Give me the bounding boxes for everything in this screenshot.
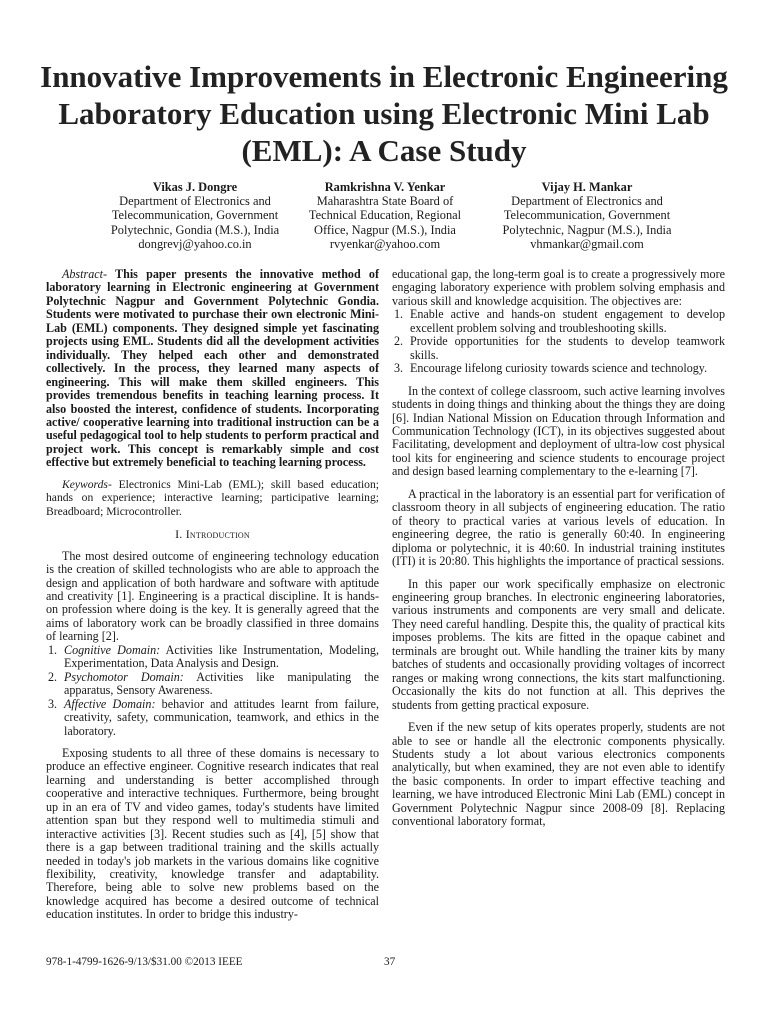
- body-paragraph: A practical in the laboratory is an essential part for verification of classroom theory in all subjects of engineering education. The ratio of theory to practical varies at various levels of education. In engineering degree, the ratio is generally 60:40. In engineering diploma or polytechnic, it is 40:60. In industrial training institutes (ITI) it is 20:80. This highlights the importance of practical sessions.: [392, 486, 725, 569]
- section-title: Introduction: [185, 527, 250, 542]
- list-number: 2.: [48, 669, 58, 684]
- domains-list: [46, 644, 379, 738]
- paper-title: Innovative Improvements in Electronic Engineering Laboratory Education using Electronic Mini Lab (EML): A Case Study: [40, 59, 728, 168]
- domain-name: Cognitive Domain:: [64, 642, 161, 657]
- list-number: 1.: [394, 307, 404, 322]
- left-column: [46, 268, 379, 922]
- objectives-list: [392, 308, 725, 375]
- domain-name: Affective Domain:: [64, 696, 156, 711]
- keywords: [46, 478, 379, 518]
- domain-text: behavior and attitudes learnt from failure, creativity, safety, communication, teamwork, and ethics in the laboratory.: [64, 696, 379, 738]
- author-affiliation-line: Technical Education, Regional: [308, 208, 462, 223]
- right-column: [392, 268, 725, 829]
- author-affiliation-line: Telecommunication, Government: [111, 208, 279, 223]
- abstract-text: This paper presents the innovative method of laboratory learning in Electronic engineering at Government Polytechnic Nagpur and Government Polytechnic Gondia. Students were motivated to purchase their own electronic Mini-Lab (EML) components. They designed simple yet fascinating projects using EML. Students did all the development activities individually. They helped each other and demonstrated collectively. In the process, they learned many aspects of engineering. This will make them skilled engineers. This provides tremendous benefits in teaching learning process. It also boosted the interest, confidence of students. Incorporating active/ cooperative learning into traditional instruction can be a useful pedagogical tool to help students to perform practical and project work. This concept is remarkably simple and cost effective but extremely beneficial to teaching learning process.: [46, 267, 379, 470]
- author-name: Vikas J. Dongre: [152, 180, 238, 194]
- author-affiliation-line: Telecommunication, Government: [503, 208, 671, 223]
- author-name: Ramkrishna V. Yenkar: [324, 180, 446, 194]
- body-paragraph: educational gap, the long-term goal is to create a progressively more engaging laboratory experience with problem solving emphasis and various skill and knowledge acquisition. The objectives are:: [392, 267, 725, 308]
- keywords-text: Electronics Mini-Lab (EML); skill based education; hands on experience; interactive learning; participative learning; Breadboard; Microcontroller.: [46, 477, 379, 518]
- body-paragraph: Even if the new setup of kits operates properly, students are not able to see or handle all the electronic components physically. Students study a lot about various electronics components analytically, but when examined, they are not even able to identify the basic components. In order to impart effective teaching and learning, we have introduced Electronic Mini Lab (EML) concept in Government Polytechnic Nagpur since 2008-09 [8]. Replacing conventional laboratory format,: [392, 720, 725, 829]
- author-affiliation-line: Maharashtra State Board of: [316, 194, 454, 209]
- body-paragraph: In the context of college classroom, such active learning involves students in doing things and thinking about the things they are doing [6]. Indian National Mission on Education through Information and Communication Technology (ICT), in its objectives suggested about Facilitating, development and deployment of ultra-low cost physical tool kits for engineering and science students to encourage project and design based learning complementary to the e-learning [7].: [392, 383, 725, 479]
- objective-text: Enable active and hands-on student engagement to develop excellent problem solving and troubleshooting skills.: [410, 307, 725, 335]
- author-affiliation-line: Polytechnic, Gondia (M.S.), India: [110, 222, 280, 237]
- list-item: [392, 362, 725, 375]
- copyright-footer: 978-1-4799-1626-9/13/$31.00 ©2013 IEEE: [46, 956, 243, 968]
- objective-text: Encourage lifelong curiosity towards science and technology.: [410, 361, 708, 376]
- author-block-2: [275, 180, 495, 251]
- objective-text: Provide opportunities for the students to develop teamwork skills.: [410, 334, 725, 362]
- list-number: 3.: [48, 696, 58, 711]
- page-number: 37: [384, 956, 396, 968]
- author-affiliation-line: Department of Electronics and: [119, 194, 271, 209]
- keywords-label: Keywords-: [62, 477, 112, 491]
- author-email: vhmankar@gmail.com: [530, 236, 644, 251]
- author-affiliation-line: Office, Nagpur (M.S.), India: [314, 222, 456, 237]
- list-number: 3.: [394, 361, 404, 376]
- list-item: [46, 644, 379, 671]
- list-number: 1.: [48, 642, 58, 657]
- author-email: dongrevj@yahoo.co.in: [138, 236, 252, 251]
- list-number: 2.: [394, 334, 404, 349]
- list-item: [392, 335, 725, 362]
- author-block-1: [85, 180, 305, 251]
- abstract-label: Abstract-: [62, 267, 108, 281]
- domain-name: Psychomotor Domain:: [64, 669, 184, 684]
- author-block-3: [477, 180, 697, 251]
- section-heading: [46, 528, 379, 541]
- body-paragraph: In this paper our work specifically emphasize on electronic engineering group branches. In electronic engineering laboratories, various instruments and components are very small and delicate. They need careful handling. Despite this, the quality of practical kits imposes problems. The kits are fitted in the opaque cabinet and terminals are brought out. While handling the trainer kits by many batches of students and occasionally providing voltages of incorrect ranges or making wrong connections, the kits start malfunctioning. Occasionally the kits do not function at all. This deprives the students from getting practical exposure.: [392, 576, 725, 712]
- domain-text: Activities like manipulating the apparatus, Sensory Awareness.: [64, 669, 379, 698]
- section-number: I.: [175, 527, 186, 542]
- list-item: [392, 308, 725, 335]
- intro-paragraph: Exposing students to all three of these domains is necessary to produce an effective engineer. Cognitive research indicates that real learning and understanding is better accomplished through cooperative and interactive techniques. Furthermore, being brought up in an era of TV and video games, today's students have limited attention span but they respond well to multimedia stimuli and interactive activities [3]. Recent studies such as [4], [5] show that there is a gap between traditional training and the skills actually needed in today's job markets in the various domains like cognitive flexibility, creativity, knowledge transfer and adaptability. Therefore, being able to solve new problems based on the knowledge acquired has become a desired outcome of technical education institutes. In order to bridge this industry-: [46, 745, 379, 922]
- intro-paragraph: The most desired outcome of engineering technology education is the creation of skilled technologists who are able to approach the design and application of both hardware and software with aptitude and creativity [1]. Engineering is a practical discipline. It is hands-on profession where doing is the key. It is generally agreed that the aims of laboratory work can be broadly classified in three domains of learning [2].: [46, 548, 379, 644]
- domain-text: Activities like Instrumentation, Modeling, Experimentation, Data Analysis and Design.: [64, 642, 379, 671]
- author-affiliation-line: Polytechnic, Nagpur (M.S.), India: [502, 222, 672, 237]
- list-item: [46, 671, 379, 698]
- abstract: [46, 268, 379, 470]
- author-email: rvyenkar@yahoo.com: [329, 236, 441, 251]
- author-affiliation-line: Department of Electronics and: [511, 194, 663, 209]
- list-item: [46, 698, 379, 738]
- author-name: Vijay H. Mankar: [541, 180, 633, 194]
